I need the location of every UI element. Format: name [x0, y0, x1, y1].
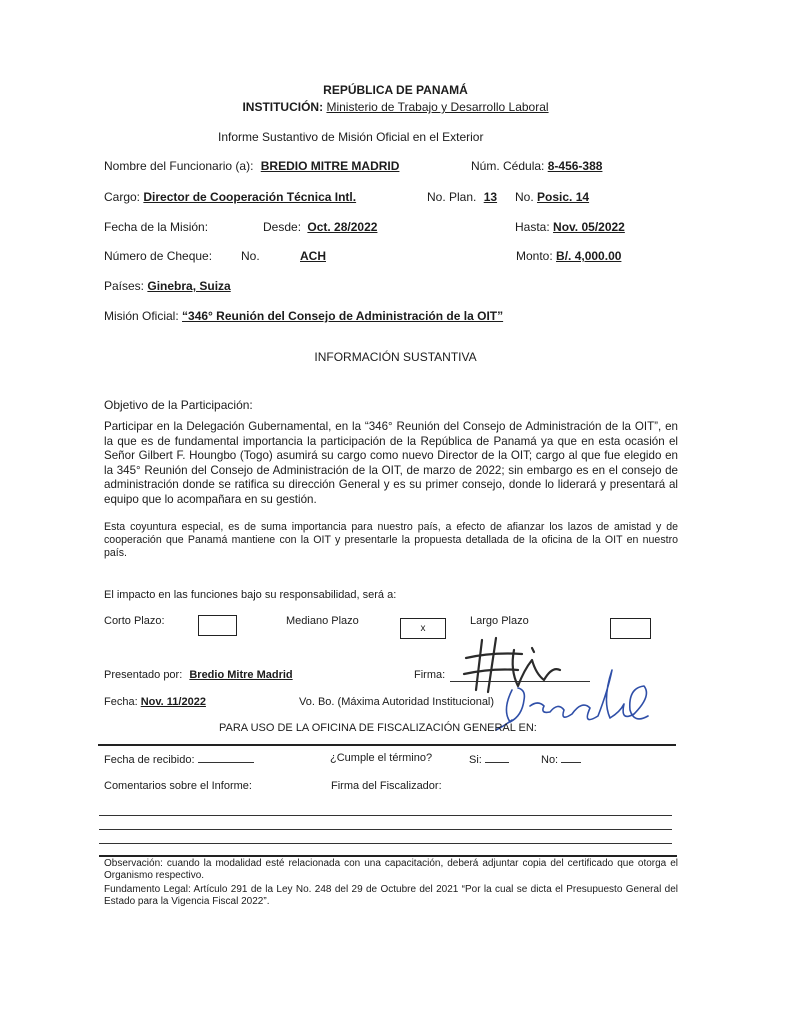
footer-divider: [99, 855, 677, 857]
mission-row: [104, 309, 503, 323]
fiscal-heading: PARA USO DE LA OFICINA DE FISCALIZACIÓN GENERAL EN:: [219, 722, 537, 734]
plan-row: [427, 190, 497, 204]
date-row: [104, 696, 206, 708]
to-label: Hasta:: [515, 220, 550, 234]
medium-term-label: Mediano Plazo: [286, 615, 359, 627]
presented-row: [104, 669, 293, 681]
posic-value: Posic. 14: [537, 190, 590, 204]
presented-value: Bredio Mitre Madrid: [189, 669, 293, 681]
short-term-checkbox[interactable]: [198, 615, 237, 636]
institution-name: Ministerio de Trabajo y Desarrollo Laboral: [326, 100, 549, 114]
check-no-label: No.: [241, 249, 260, 263]
check-value: ACH: [300, 249, 326, 263]
plan-label: No. Plan.: [427, 190, 477, 204]
mission-value: “346° Reunión del Consejo de Administración de la OIT”: [182, 309, 504, 323]
amount-label: Monto:: [516, 249, 553, 263]
countries-value: Ginebra, Suiza: [147, 279, 231, 293]
yes-label: Si:: [469, 754, 482, 766]
countries-label: Países:: [104, 279, 145, 293]
signature-label: Firma:: [414, 669, 446, 681]
deadline-label: ¿Cumple el término?: [330, 752, 433, 764]
approval-label: Vo. Bo. (Máxima Autoridad Institucional): [299, 696, 495, 708]
report-title: Informe Sustantivo de Misión Oficial en el Exterior: [218, 130, 484, 144]
objective-paragraph: Participar en la Delegación Gubernamental, en la “346° Reunión del Consejo de Administración de la OIT”, en la que es de fundamental importancia la participación de la República de Panamá ya que en esta ocasión el Señor Gilbert F. Houngbo (Togo) asumirá su cargo como nuevo Director de la OIT; cargo al que fue elegido en la 345° Reunión del Consejo de Administración de la OIT, de marzo de 2022; sin embargo es en el consejo de administración donde se ratifica su dirección General y es su primer consejo, donde lo liderará y presentará al equipo que lo acompañara en su gestión.: [104, 420, 678, 506]
amount-row: [516, 249, 621, 263]
country-title: REPÚBLICA DE PANAMÁ: [323, 83, 468, 97]
posic-row: [515, 190, 589, 204]
presented-label: Presentado por:: [104, 669, 183, 681]
from-row: [263, 220, 377, 234]
comment-line-2[interactable]: [99, 829, 672, 830]
comment-line-1[interactable]: [99, 815, 672, 816]
date-value: Nov. 11/2022: [140, 696, 206, 708]
fiscal-divider: [98, 744, 676, 746]
medium-term-checkbox[interactable]: [400, 618, 446, 639]
position-value: Director de Cooperación Técnica Intl.: [143, 190, 357, 204]
countries-row: [104, 279, 231, 293]
no-blank[interactable]: [561, 752, 581, 763]
check-label: Número de Cheque:: [104, 249, 213, 263]
comment-line-3[interactable]: [99, 843, 672, 844]
to-value: Nov. 05/2022: [553, 220, 625, 234]
position-label: Cargo:: [104, 190, 141, 204]
received-blank[interactable]: [198, 752, 254, 763]
plan-value: 13: [483, 190, 498, 204]
id-value: 8-456-388: [547, 159, 603, 173]
long-term-label: Largo Plazo: [470, 615, 529, 627]
impact-intro: El impacto en las funciones bajo su responsabilidad, será a:: [104, 589, 397, 601]
legal-basis-note: Fundamento Legal: Artículo 291 de la Ley No. 248 del 29 de Octubre del 2021 “Por la cual se dicta el Presupuesto General del Estado para la Vigencia Fiscal 2022”.: [104, 884, 678, 908]
official-name: BREDIO MITRE MADRID: [260, 159, 400, 173]
mission-label: Misión Oficial:: [104, 309, 179, 323]
short-term-label: Corto Plazo:: [104, 615, 165, 627]
amount-value: B/. 4,000.00: [556, 249, 622, 263]
mission-date-label: Fecha de la Misión:: [104, 220, 209, 234]
auditor-label: Firma del Fiscalizador:: [331, 780, 442, 792]
date-label: Fecha:: [104, 696, 138, 708]
received-row: [104, 752, 254, 766]
no-label: No:: [541, 754, 559, 766]
no-row: [541, 752, 581, 766]
context-paragraph: Esta coyuntura especial, es de suma importancia para nuestro país, a efecto de afianzar los lazos de amistad y de cooperación que Panamá mantiene con la OIT y presentarle la propuesta detallada de la oficina de la OIT en nuestro país.: [104, 521, 678, 560]
objective-label: Objetivo de la Participación:: [104, 398, 253, 412]
institution-label: INSTITUCIÓN:: [242, 100, 324, 114]
medium-term-mark: x: [420, 623, 426, 634]
yes-row: [469, 752, 509, 766]
id-label: Núm. Cédula:: [471, 159, 545, 173]
official-name-row: [104, 159, 399, 173]
institution-line: [0, 100, 791, 114]
yes-blank[interactable]: [485, 752, 509, 763]
to-row: [515, 220, 625, 234]
received-label: Fecha de recibido:: [104, 754, 195, 766]
posic-label: No.: [515, 190, 534, 204]
observation-note: Observación: cuando la modalidad esté relacionada con una capacitación, deberá adjuntar copia del certificado que otorga el Organismo respectivo.: [104, 858, 678, 882]
comments-label: Comentarios sobre el Informe:: [104, 780, 252, 792]
position-row: [104, 190, 356, 204]
id-row: [471, 159, 602, 173]
from-value: Oct. 28/2022: [307, 220, 378, 234]
official-label: Nombre del Funcionario (a):: [104, 159, 254, 173]
substantive-heading: INFORMACIÓN SUSTANTIVA: [314, 350, 477, 364]
from-label: Desde:: [263, 220, 302, 234]
